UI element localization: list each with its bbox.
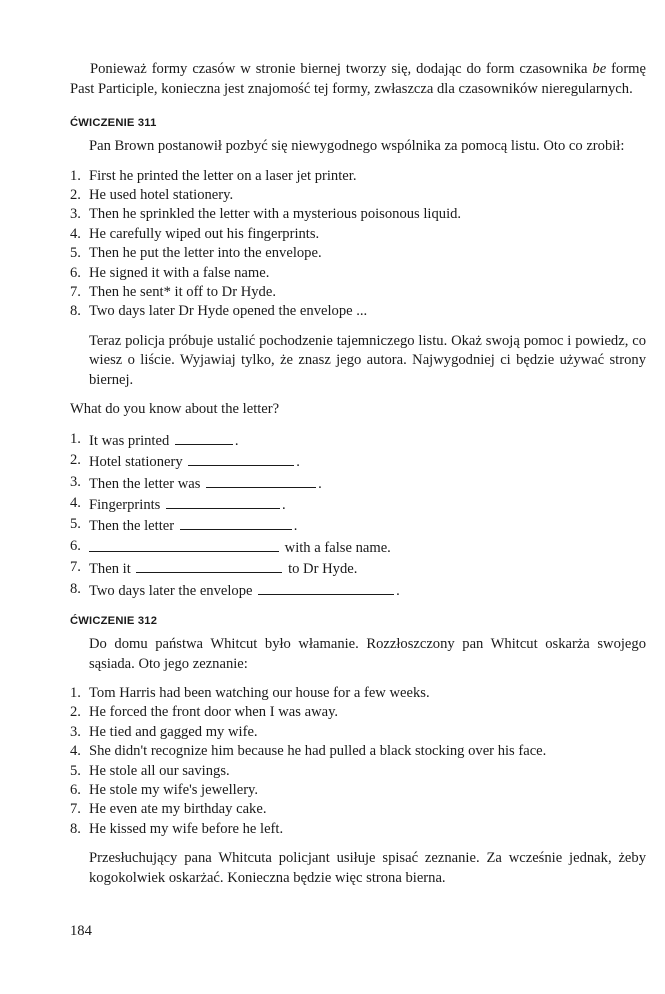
item-number: 6. — [70, 537, 81, 554]
list-item — [70, 225, 646, 244]
list-item — [70, 167, 646, 186]
fill-after: . — [396, 582, 400, 599]
exercise-311-heading: ĆWICZENIE 311 — [70, 117, 157, 129]
fill-after: with a false name. — [284, 539, 391, 556]
item-number: 2. — [70, 186, 81, 203]
item-number: 3. — [70, 206, 81, 223]
item-text: Then he put the letter into the envelope. — [89, 245, 322, 262]
fill-after: . — [282, 496, 286, 513]
item-text: He forced the front door when I was away. — [89, 704, 339, 721]
list-item — [70, 800, 646, 819]
fill-after: to Dr Hyde. — [288, 561, 358, 578]
list-item — [70, 703, 646, 722]
item-number: 8. — [70, 820, 81, 837]
item-number: 5. — [70, 245, 81, 262]
list-item — [70, 684, 646, 703]
item-number: 3. — [70, 723, 81, 740]
answer-blank[interactable] — [206, 473, 316, 488]
exercise-312-heading: ĆWICZENIE 312 — [70, 615, 158, 627]
answer-blank[interactable] — [166, 494, 280, 509]
list-item — [70, 742, 646, 761]
list-item — [70, 781, 646, 800]
item-number: 2. — [70, 704, 81, 721]
exercise-311-sentences — [70, 167, 646, 322]
fill-before: Then it — [89, 561, 131, 578]
fill-after: . — [296, 454, 300, 471]
fill-after: . — [293, 518, 298, 535]
fill-after: . — [318, 475, 322, 492]
item-text: He used hotel stationery. — [89, 186, 234, 203]
list-item — [70, 302, 646, 321]
exercise-312-sentences — [70, 684, 646, 839]
fill-item — [70, 494, 646, 515]
fill-before: Fingerprints — [89, 496, 161, 513]
answer-blank[interactable] — [175, 430, 233, 445]
item-number: 6. — [70, 264, 81, 281]
list-item — [70, 820, 646, 839]
item-number: 7. — [70, 559, 81, 576]
item-number: 1. — [70, 685, 81, 701]
fill-before: Then the letter — [89, 518, 175, 535]
item-text: Two days later Dr Hyde opened the envelope ... — [89, 303, 368, 320]
item-number: 7. — [70, 801, 81, 818]
exercise-311-fill-in — [70, 430, 646, 601]
intro-text-end: formę Past Participle, konieczna jest znajomość tej formy, zwłaszcza dla czasowników nieregularnych. — [70, 61, 647, 97]
item-number: 8. — [70, 580, 81, 597]
page-body — [70, 60, 646, 888]
item-text: He even ate my birthday cake. — [89, 801, 267, 818]
item-text: He carefully wiped out his fingerprints. — [89, 225, 320, 242]
item-text: Then he sprinkled the letter with a mysterious poisonous liquid. — [89, 206, 462, 223]
list-item — [70, 244, 646, 263]
item-number: 8. — [70, 303, 81, 320]
item-number: 4. — [70, 494, 81, 511]
item-number: 1. — [70, 430, 81, 447]
intro-paragraph — [70, 60, 646, 99]
list-item — [70, 264, 646, 283]
answer-blank[interactable] — [188, 451, 294, 466]
answer-blank[interactable] — [136, 558, 282, 573]
item-text: She didn't recognize him because he had pulled a black stocking over his face. — [89, 743, 547, 760]
fill-after: . — [234, 432, 239, 449]
exercise-311-instruction: Teraz policja próbuje ustalić pochodzenie tajemniczego listu. Okaż swoją pomoc i powiedz, co wiesz o liście. Wyjawiaj tylko, że znasz jego autora. Najwygodniej ci będzie używać strony biernej. — [89, 332, 646, 388]
item-text: First he printed the letter on a laser jet printer. — [89, 167, 357, 184]
item-number: 2. — [70, 452, 81, 469]
answer-blank[interactable] — [258, 580, 394, 595]
list-item — [70, 723, 646, 742]
list-item — [70, 283, 646, 302]
item-number: 1. — [70, 167, 81, 184]
item-text: He stole all our savings. — [89, 762, 230, 779]
item-number: 3. — [70, 473, 81, 490]
fill-before: Then the letter was — [89, 475, 201, 492]
fill-before: Hotel stationery — [89, 454, 183, 471]
intro-italic-word: be — [592, 61, 607, 77]
answer-blank[interactable] — [180, 515, 292, 530]
fill-before: It was printed — [89, 432, 170, 449]
fill-item — [70, 430, 646, 451]
intro-text-start: Ponieważ formy czasów w stronie biernej tworzy się, dodając do form czasownika — [90, 61, 593, 77]
exercise-311-question: What do you know about the letter? — [70, 401, 280, 418]
fill-item — [70, 515, 646, 536]
fill-item — [70, 473, 646, 494]
answer-blank[interactable] — [89, 537, 279, 552]
item-number: 4. — [70, 743, 81, 760]
item-text: Then he sent* it off to Dr Hyde. — [89, 283, 276, 300]
exercise-312-lead: Do domu państwa Whitcut było włamanie. Rozzłoszczony pan Whitcut oskarża swojego sąsiada. Oto jego zeznanie: — [89, 636, 646, 672]
page-number: 184 — [70, 923, 92, 939]
item-number: 6. — [70, 782, 81, 799]
item-number: 4. — [70, 225, 81, 242]
list-item — [70, 205, 646, 224]
exercise-311-lead: Pan Brown postanowił pozbyć się niewygodnego wspólnika za pomocą listu. Oto co zrobił: — [89, 138, 625, 154]
exercise-312-closing: Przesłuchujący pana Whitcuta policjant usiłuje spisać zeznanie. Za wcześnie jednak, żeby kogokolwiek oskarżać. Konieczna będzie więc strona bierna. — [89, 850, 646, 886]
list-item — [70, 186, 646, 205]
fill-item — [70, 537, 646, 558]
item-text: He kissed my wife before he left. — [89, 820, 284, 837]
fill-item — [70, 580, 646, 601]
item-number: 5. — [70, 762, 81, 779]
fill-item — [70, 558, 646, 579]
item-number: 5. — [70, 516, 81, 533]
fill-item — [70, 451, 646, 472]
item-number: 7. — [70, 283, 81, 300]
item-text: Tom Harris had been watching our house for a few weeks. — [89, 685, 430, 701]
list-item — [70, 762, 646, 781]
fill-before: Two days later the envelope — [89, 582, 253, 599]
item-text: He stole my wife's jewellery. — [89, 782, 259, 799]
item-text: He tied and gagged my wife. — [89, 723, 258, 740]
item-text: He signed it with a false name. — [89, 264, 270, 281]
